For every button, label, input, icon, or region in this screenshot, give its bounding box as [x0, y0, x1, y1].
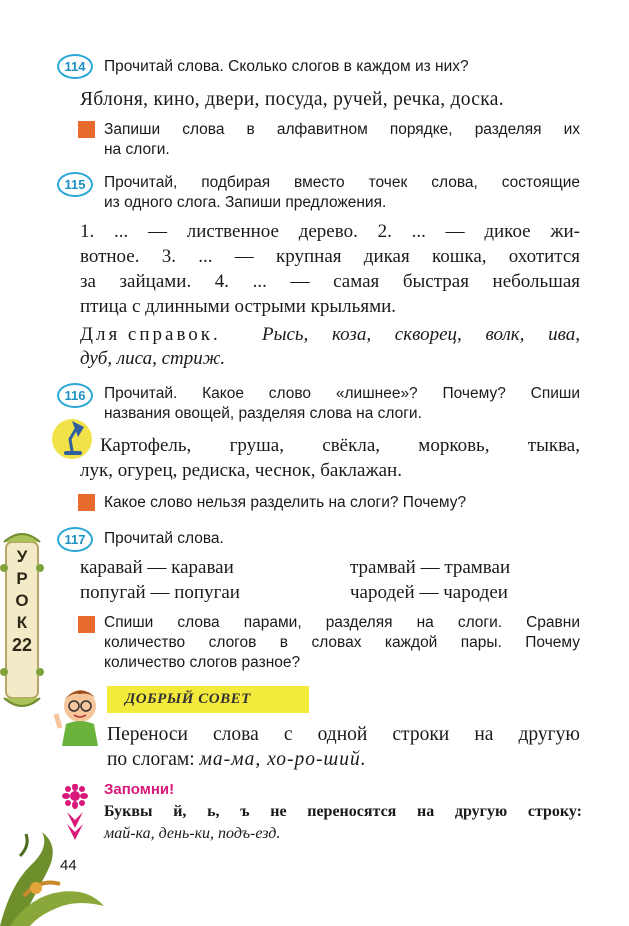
advice-examples: ма-ма, хо-ро-ший.	[199, 749, 367, 770]
reference-label: Для справок.	[80, 324, 221, 345]
exercise-116-task: Какое слово нельзя разделить на слоги? Почему?	[104, 494, 467, 511]
advice-line2-prefix: по слогам:	[107, 749, 200, 770]
remember-rule-text: Буквы й, ь, ъ не переносятся на другую строку:	[104, 803, 582, 820]
remember-title: Запомни!	[104, 781, 175, 798]
boy-character-icon	[52, 684, 104, 746]
lesson-letter: У	[16, 547, 28, 566]
exercise-117-instruction: Прочитай слова.	[104, 530, 224, 547]
exercise-116-words-line2: лук, огурец, редиска, чеснок, баклажан.	[80, 460, 402, 481]
remember-examples: май-ка, день-ки, подъ-езд.	[104, 825, 281, 842]
reference-words-line1: Рысь, коза, скворец, волк, ива,	[262, 324, 580, 345]
exercise-115-instruction-line1: Прочитай, подбирая вместо точек слова, состоящие	[104, 174, 580, 191]
exercise-116-instruction-line2: названия овощей, разделяя слова на слоги.	[104, 405, 422, 422]
word-pair: трамвай — трамваи	[350, 557, 511, 578]
exercise-117-task-line1: Спиши слова парами, разделяя на слоги. Сравни	[104, 614, 580, 631]
exercise-115-text-line3: за зайцами. 4. ... — самая быстрая небольшая	[80, 271, 580, 292]
exercise-115-text-line2: вотное. 3. ... — крупная дикая кошка, охотится	[80, 246, 580, 267]
lesson-label	[0, 546, 44, 656]
lesson-number: 22	[11, 635, 33, 655]
exercise-115-instruction-line2: из одного слога. Запиши предложения.	[104, 194, 387, 211]
exercise-114-task-line2: на слоги.	[104, 141, 170, 158]
task-square-icon	[78, 494, 95, 511]
word-pair: чародей — чародеи	[350, 582, 508, 603]
corner-ornament	[0, 826, 110, 926]
exercise-116-words-line1: Картофель, груша, свёкла, морковь, тыква,	[100, 435, 580, 456]
exercise-115-text-line4: птица с длинными острыми крыльями.	[80, 296, 397, 317]
exercise-117-task-line2: количество слогов в словах каждой пары. Почему	[104, 634, 580, 651]
exercise-115-text-line1: 1. ... — лиственное дерево. 2. ... — дикое жи-	[80, 221, 580, 242]
exercise-number-115: 115	[57, 172, 93, 197]
exercise-116-instruction-line1: Прочитай. Какое слово «лишнее»? Почему? Спиши	[104, 385, 580, 402]
advice-line1: Переноси слова с одной строки на другую	[107, 724, 580, 745]
lesson-letter: О	[15, 591, 29, 610]
page-number: 44	[60, 857, 77, 874]
advice-title: ДОБРЫЙ СОВЕТ	[107, 686, 309, 713]
exercise-number-117: 117	[57, 527, 93, 552]
word-pair: каравай — караваи	[80, 557, 234, 578]
lesson-letter: К	[16, 613, 28, 632]
exercise-114-words: Яблоня, кино, двери, посуда, ручей, речка, доска.	[80, 89, 504, 110]
reference-words-line2: дуб, лиса, стриж.	[80, 348, 226, 369]
remember-rule	[104, 801, 582, 845]
lamp-icon	[50, 415, 96, 459]
exercise-117-task-line3: количество слогов разное?	[104, 654, 301, 671]
advice-line2	[107, 747, 367, 772]
lesson-letter: Р	[16, 569, 28, 588]
exercise-114-instruction: Прочитай слова. Сколько слогов в каждом из них?	[104, 58, 469, 75]
exercise-number-116: 116	[57, 383, 93, 408]
exercise-number-114: 114	[57, 54, 93, 79]
task-square-icon	[78, 616, 95, 633]
exercise-114-task-line1: Запиши слова в алфавитном порядке, разделяя их	[104, 121, 580, 138]
task-square-icon	[78, 121, 95, 138]
word-pair: попугай — попугаи	[80, 582, 240, 603]
